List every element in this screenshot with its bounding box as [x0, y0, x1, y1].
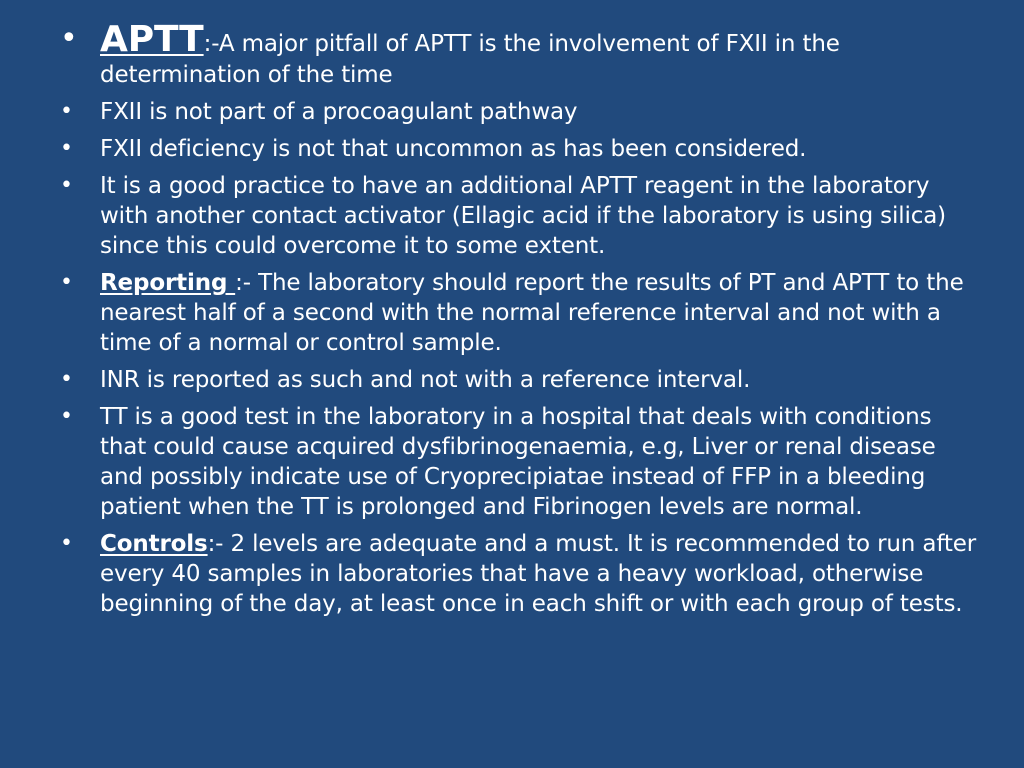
bullet-fxii-deficiency: [58, 134, 978, 164]
bullet-text: It is a good practice to have an additional APTT reagent in the laboratory with another contact activator (Ellagic acid if the laboratory is using silica) since this could overcome it to some extent.: [100, 173, 946, 259]
bullet-text: TT is a good test in the laboratory in a hospital that deals with conditions that could cause acquired dysfibrinogenaemia, e.g, Liver or renal disease and possibly indicate use of Cryoprecipiatae instead of FFP in a bleeding patient when the TT is prolonged and Fibrinogen levels are normal.: [100, 404, 936, 520]
term-aptt: APTT: [100, 19, 204, 60]
term-reporting: Reporting: [100, 270, 236, 296]
bullet-text: :- The laboratory should report the results of PT and APTT to the nearest half of a second with the normal reference interval and not with a time of a normal or control sample.: [100, 270, 964, 356]
bullet-text: FXII deficiency is not that uncommon as has been considered.: [100, 136, 807, 162]
bullet-additional-reagent: [58, 171, 978, 261]
bullet-text: :-A major pitfall of APTT is the involvement of FXII in the determination of the time: [100, 31, 840, 88]
bullet-text: INR is reported as such and not with a reference interval.: [100, 367, 751, 393]
bullet-tt: [58, 402, 978, 522]
bullet-list: [58, 20, 978, 626]
bullet-reporting: [58, 268, 978, 358]
bullet-inr: [58, 365, 978, 395]
bullet-aptt: [58, 20, 978, 90]
term-controls: Controls: [100, 531, 208, 557]
bullet-text: :- 2 levels are adequate and a must. It is recommended to run after every 40 samples in laboratories that have a heavy workload, otherwise beginning of the day, at least once in each shift or with each group of tests.: [100, 531, 977, 617]
bullet-controls: [58, 529, 978, 619]
bullet-fxii-pathway: [58, 97, 978, 127]
bullet-text: FXII is not part of a procoagulant pathway: [100, 99, 578, 125]
